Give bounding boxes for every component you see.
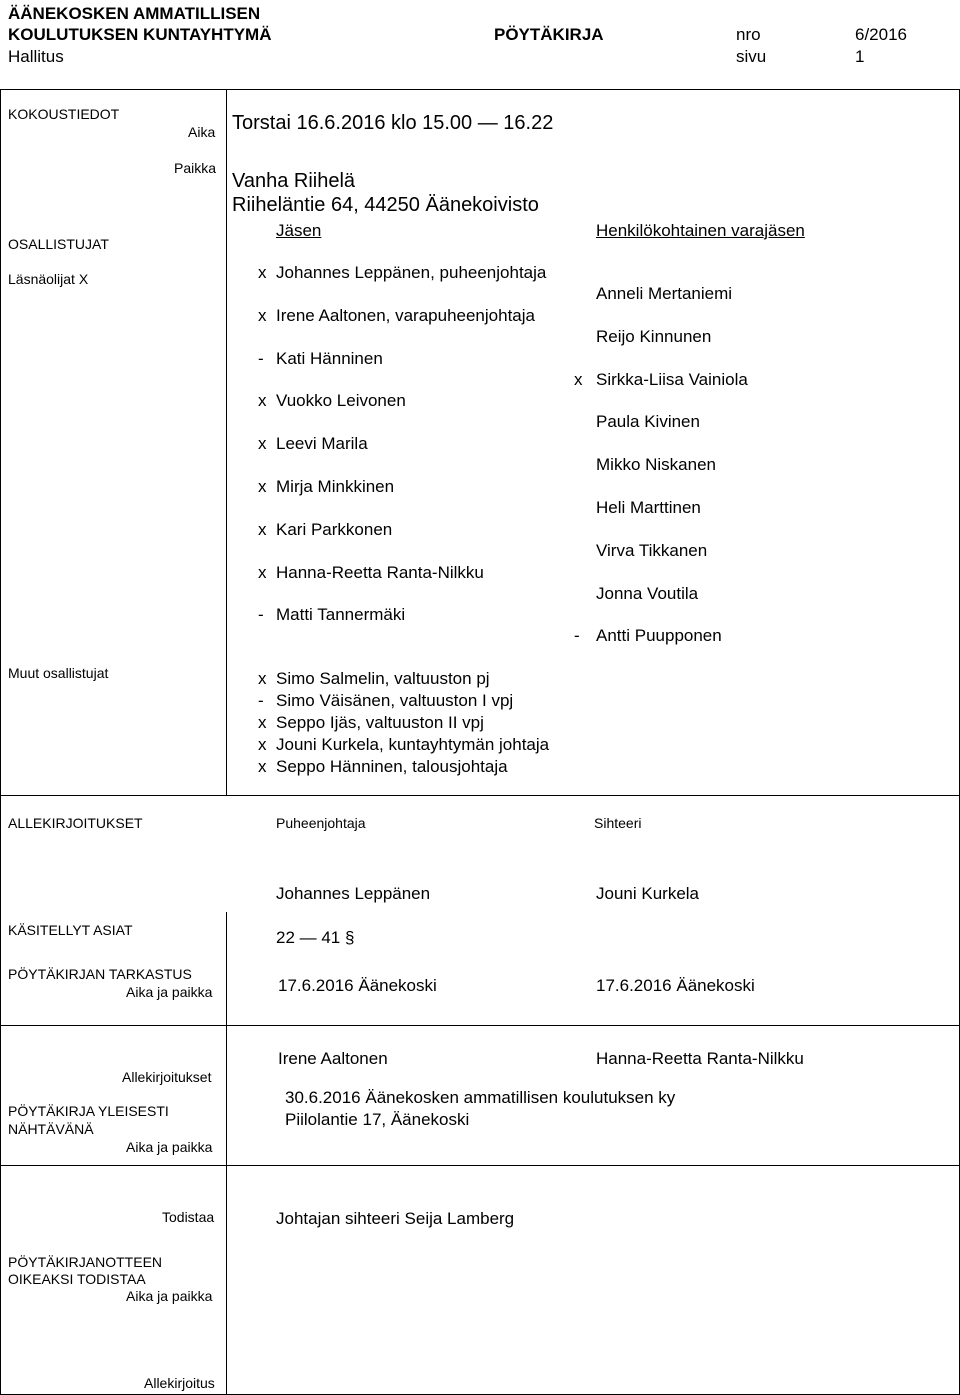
meeting-time: Torstai 16.6.2016 klo 15.00 — 16.22 [232,112,554,134]
divider-vertical-certify [226,1165,227,1395]
doc-type: PÖYTÄKIRJA [494,25,604,44]
divider-vertical-review [226,912,227,1025]
nro-value: 6/2016 [855,25,907,44]
deputy-mark: x [574,369,583,389]
org-name-line1: ÄÄNEKOSKEN AMMATILLISEN [8,4,261,23]
handled-value: 22 — 41 § [276,928,355,947]
deputy-name: Jonna Voutila [596,583,699,603]
divider-vertical-top [226,89,227,795]
present-label: Läsnäolijat X [8,271,89,287]
divider-vertical-public [226,1025,227,1165]
other-participant-name: Seppo Hänninen, talousjohtaja [276,757,508,776]
public-line1: 30.6.2016 Äänekosken ammatillisen koulutuksen ky [285,1088,676,1107]
member-column-header: Jäsen [276,221,322,240]
public-line2: Piilolantie 17, Äänekoski [285,1110,470,1129]
member-name: Leevi Marila [276,434,368,454]
chair-label: Puheenjohtaja [276,815,366,831]
member-name: Mirja Minkkinen [276,477,395,496]
sivu-value: 1 [855,47,865,66]
deputy-name: Mikko Niskanen [596,455,716,475]
other-participant-mark: - [258,691,264,710]
other-participant-name: Seppo Ijäs, valtuuston II vpj [276,713,484,732]
deputy-name: Virva Tikkanen [596,540,708,560]
member-name: Matti Tannermäki [276,605,406,625]
divider-signatures [0,795,960,796]
body-name: Hallitus [8,47,64,66]
other-participant-name: Jouni Kurkela, kuntayhtymän johtaja [276,735,550,754]
member-mark: - [258,348,264,368]
certify-label-line2: OIKEAKSI TODISTAA [8,1271,146,1287]
review-date-place-2: 17.6.2016 Äänekoski [596,976,755,995]
member-name: Kati Hänninen [276,348,383,368]
deputy-name: Anneli Mertaniemi [596,284,733,303]
review-date-place-1: 17.6.2016 Äänekoski [278,976,437,995]
deputy-mark: - [574,626,580,646]
secretary-name: Jouni Kurkela [596,884,700,903]
certify-signature-label: Allekirjoitus [144,1375,215,1391]
other-participant-name: Simo Väisänen, valtuuston I vpj [276,691,514,710]
handled-label: KÄSITELLYT ASIAT [8,922,133,938]
other-participant-mark: x [258,757,267,776]
member-mark: x [258,562,267,582]
divider-certify [0,1165,960,1166]
member-name: Kari Parkkonen [276,519,393,539]
signatures-label: ALLEKIRJOITUKSET [8,815,143,831]
reviewer-1: Irene Aaltonen [278,1049,388,1068]
review-time-place-label: Aika ja paikka [126,984,213,1000]
frame-left [0,89,1,1395]
deputy-name: Heli Marttinen [596,498,701,517]
meeting-place-line2: Riiheläntie 64, 44250 Äänekoivisto [232,194,539,216]
member-mark: x [258,434,267,454]
paikka-label: Paikka [174,160,217,176]
deputy-column-header: Henkilökohtainen varajäsen [596,221,805,240]
deputy-name: Sirkka-Liisa Vainiola [596,369,748,389]
other-participant-mark: x [258,669,267,688]
member-mark: - [258,605,264,625]
member-mark: x [258,305,267,325]
member-name: Irene Aaltonen, varapuheenjohtaja [276,305,535,325]
member-mark: x [258,477,267,496]
other-participant-mark: x [258,735,267,754]
member-mark: x [258,391,267,411]
public-label-line1: PÖYTÄKIRJA YLEISESTI [8,1103,169,1119]
certify-label-line1: PÖYTÄKIRJANOTTEEN [8,1254,163,1270]
org-name-line2: KOULUTUKSEN KUNTAYHTYMÄ [8,25,272,44]
other-participant-name: Simo Salmelin, valtuuston pj [276,669,490,688]
frame-top [0,89,960,90]
meeting-section-label: KOKOUSTIEDOT [8,106,120,122]
public-time-place-label: Aika ja paikka [126,1139,213,1155]
others-label: Muut osallistujat [8,665,109,681]
member-name: Hanna-Reetta Ranta-Nilkku [276,562,484,582]
member-mark: x [258,263,267,282]
review-label: PÖYTÄKIRJAN TARKASTUS [8,966,192,982]
divider-public [0,1025,960,1026]
nro-label: nro [736,25,761,44]
member-mark: x [258,519,267,539]
member-name: Vuokko Leivonen [276,391,406,411]
meeting-place-line1: Vanha Riihelä [232,170,356,192]
certifier-name: Johtajan sihteeri Seija Lamberg [276,1209,515,1228]
sivu-label: sivu [736,47,767,66]
review-signatures-label: Allekirjoitukset [122,1069,212,1085]
attendance-section-label: OSALLISTUJAT [8,236,109,252]
deputy-name: Reijo Kinnunen [596,326,712,346]
certify-time-place-label: Aika ja paikka [126,1288,213,1304]
member-name: Johannes Leppänen, puheenjohtaja [276,263,547,282]
other-participant-mark: x [258,713,267,732]
public-label-line2: NÄHTÄVÄNÄ [8,1121,94,1137]
chair-name: Johannes Leppänen [276,884,431,903]
deputy-name: Antti Puupponen [596,626,722,646]
secretary-label: Sihteeri [594,815,642,831]
reviewer-2: Hanna-Reetta Ranta-Nilkku [596,1049,804,1068]
aika-label: Aika [188,124,216,140]
deputy-name: Paula Kivinen [596,412,700,432]
todistaa-label: Todistaa [162,1209,215,1225]
